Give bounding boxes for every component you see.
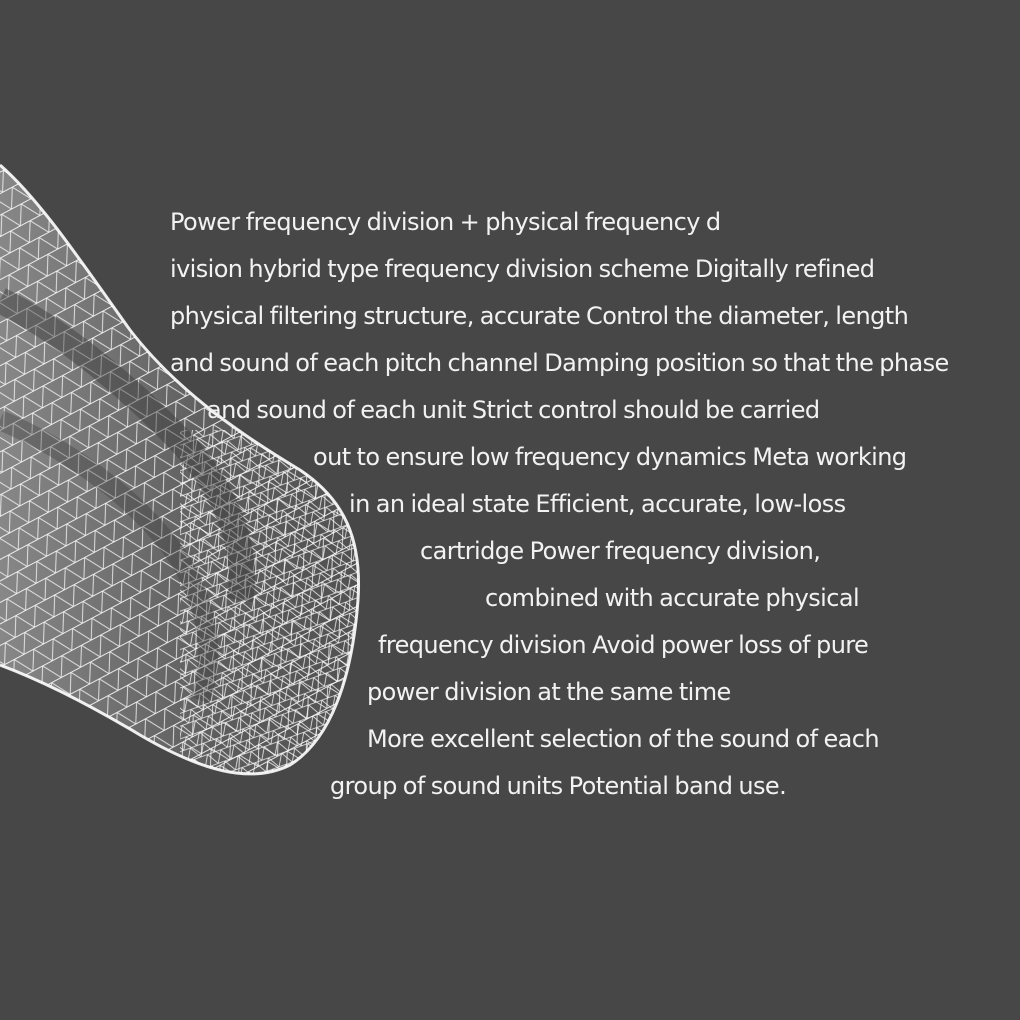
description-line: group of sound units Potential band use. [330, 772, 787, 800]
description-line: physical filtering structure, accurate Control the diameter, length [170, 302, 909, 330]
description-line: cartridge Power frequency division, [420, 537, 821, 565]
description-line: Power frequency division + physical frequency d [170, 208, 721, 236]
description-line: power division at the same time [367, 678, 731, 706]
description-line: combined with accurate physical [485, 584, 860, 612]
description-line: and sound of each pitch channel Damping position so that the phase [170, 349, 949, 377]
description-line: More excellent selection of the sound of each [367, 725, 879, 753]
description-line: in an ideal state Efficient, accurate, low-loss [349, 490, 846, 518]
description-line: out to ensure low frequency dynamics Meta working [313, 443, 907, 471]
description-line: and sound of each unit Strict control should be carried [207, 396, 820, 424]
description-line: ivision hybrid type frequency division scheme Digitally refined [170, 255, 875, 283]
description-line: frequency division Avoid power loss of pure [378, 631, 869, 659]
